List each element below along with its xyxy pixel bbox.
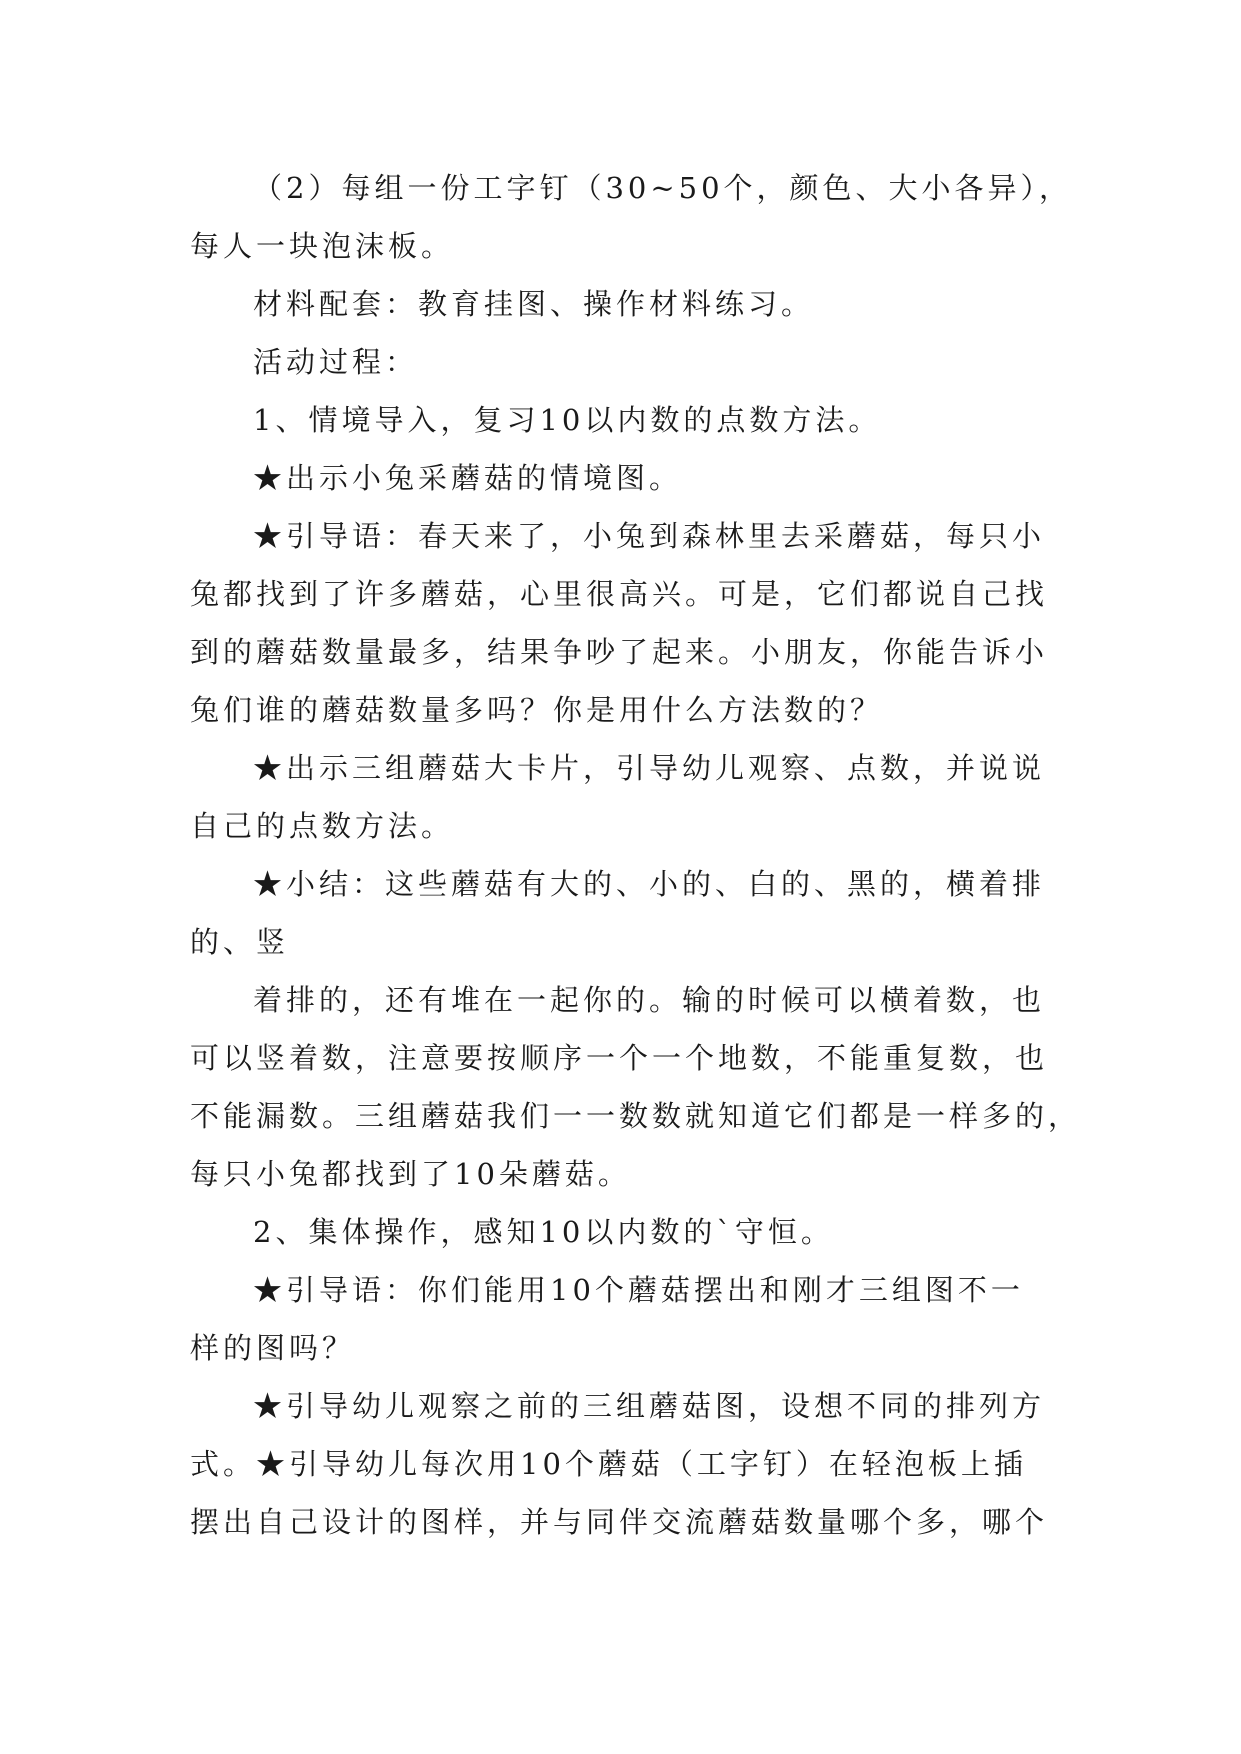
text-line: 兔们谁的蘑菇数量多吗？你是用什么方法数的？ (190, 693, 884, 727)
text-line: 着排的，还有堆在一起你的。输的时候可以横着数，也 (253, 983, 1046, 1017)
text-line: ★引导语：你们能用10个蘑菇摆出和刚才三组图不一 (253, 1273, 1024, 1307)
text-line: 每人一块泡沫板。 (190, 229, 455, 263)
text-line: 可以竖着数，注意要按顺序一个一个地数，不能重复数，也 (190, 1041, 1049, 1075)
text-line: 每只小兔都找到了10朵蘑菇。 (190, 1157, 631, 1191)
text-line: 兔都找到了许多蘑菇，心里很高兴。可是，它们都说自己找 (190, 577, 1049, 611)
text-line: 材料配套：教育挂图、操作材料练习。 (253, 287, 815, 321)
text-line: ★出示三组蘑菇大卡片，引导幼儿观察、点数，并说说 (253, 751, 1046, 785)
text-line: ★引导幼儿观察之前的三组蘑菇图，设想不同的排列方 (253, 1389, 1046, 1423)
text-line: 不能漏数。三组蘑菇我们一一数数就知道它们都是一样多的， (190, 1099, 1082, 1133)
text-line: 式。★引导幼儿每次用10个蘑菇（工字钉）在轻泡板上插 (190, 1447, 1027, 1481)
text-line: ★出示小兔采蘑菇的情境图。 (253, 461, 683, 495)
text-line: ★小结：这些蘑菇有大的、小的、白的、黑的，横着排 (253, 867, 1046, 901)
text-line: 2、集体操作，感知10以内数的`守恒。 (253, 1215, 834, 1249)
text-line: 自己的点数方法。 (190, 809, 455, 843)
text-line: 活动过程： (253, 345, 419, 379)
text-line: 的、竖 (190, 925, 290, 959)
text-line: 1、情境导入，复习10以内数的点数方法。 (253, 403, 882, 437)
text-line: （2）每组一份工字钉（30~50个，颜色、大小各异）， (253, 171, 1073, 205)
text-line: ★引导语：春天来了，小兔到森林里去采蘑菇，每只小 (253, 519, 1046, 553)
text-line: 摆出自己设计的图样，并与同伴交流蘑菇数量哪个多，哪个 (190, 1505, 1049, 1539)
text-line: 到的蘑菇数量最多，结果争吵了起来。小朋友，你能告诉小 (190, 635, 1049, 669)
text-line: 样的图吗？ (190, 1331, 356, 1365)
